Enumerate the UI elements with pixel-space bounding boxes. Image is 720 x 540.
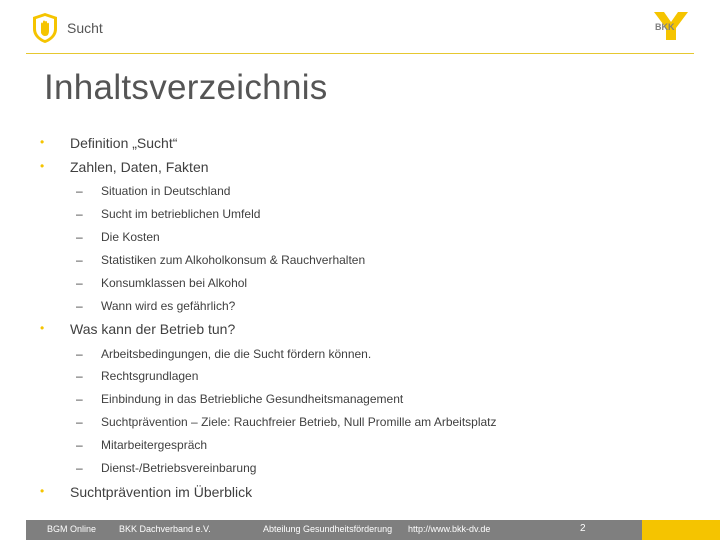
footer-department: Abteilung Gesundheitsförderung [263, 524, 393, 534]
toc-subitem-label: Konsumklassen bei Alkohol [101, 276, 248, 290]
page-number: 2 [580, 523, 586, 534]
toc-item-label: Was kann der Betrieb tun? [70, 321, 236, 337]
dash-icon: – [76, 299, 83, 313]
toc-subitem-label: Die Kosten [101, 230, 160, 244]
toc-subitem-label: Situation in Deutschland [101, 184, 231, 198]
dash-icon: – [76, 392, 83, 406]
toc-subitem-label: Einbindung in das Betriebliche Gesundheitsmanagement [101, 392, 404, 406]
bullet-icon: • [40, 135, 45, 149]
toc-item-label: Zahlen, Daten, Fakten [70, 159, 209, 175]
footer-accent [642, 520, 720, 540]
toc-item-label: Suchtprävention im Überblick [70, 484, 253, 500]
dash-icon: – [76, 276, 83, 290]
toc-item-label: Definition „Sucht“ [70, 135, 178, 151]
footer-organization: BKK Dachverband e.V. [119, 524, 211, 534]
dash-icon: – [76, 369, 83, 383]
footer-website-link[interactable]: http://www.bkk-dv.de [408, 524, 491, 534]
toc-subitem-label: Mitarbeitergespräch [101, 438, 208, 452]
dash-icon: – [76, 184, 83, 198]
page-title: Inhaltsverzeichnis [44, 68, 328, 107]
toc-subitem-label: Statistiken zum Alkoholkonsum & Rauchverhalten [101, 253, 366, 267]
dash-icon: – [76, 415, 83, 429]
toc-subitem-label: Sucht im betrieblichen Umfeld [101, 207, 261, 221]
toc-subitem-label: Arbeitsbedingungen, die die Sucht fördern können. [101, 347, 372, 361]
dash-icon: – [76, 253, 83, 267]
toc-subitem-label: Suchtprävention – Ziele: Rauchfreier Betrieb, Null Promille am Arbeitsplatz [101, 415, 497, 429]
bullet-icon: • [40, 159, 45, 173]
dash-icon: – [76, 230, 83, 244]
slide-header [0, 0, 720, 54]
dash-icon: – [76, 438, 83, 452]
bullet-icon: • [40, 321, 45, 335]
stop-hand-shield-icon [31, 12, 59, 44]
toc-subitem-label: Wann wird es gefährlich? [101, 299, 236, 313]
bkk-logo [650, 6, 692, 48]
header-divider [26, 53, 694, 54]
dash-icon: – [76, 347, 83, 361]
dash-icon: – [76, 207, 83, 221]
toc-subitem-label: Rechtsgrundlagen [101, 369, 199, 383]
dash-icon: – [76, 461, 83, 475]
svg-text:BKK: BKK [655, 22, 675, 32]
footer-bgm-online: BGM Online [47, 524, 97, 534]
bullet-icon: • [40, 484, 45, 498]
toc-subitem-label: Dienst-/Betriebsvereinbarung [101, 461, 257, 475]
section-label: Sucht [67, 20, 103, 36]
